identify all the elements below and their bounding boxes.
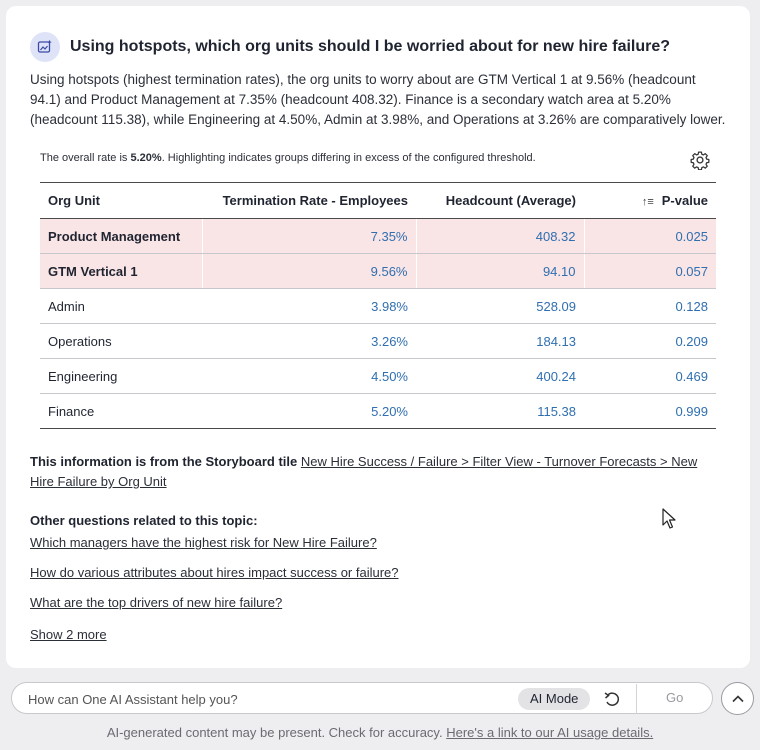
cell-rate: 5.20% xyxy=(202,394,416,429)
cell-pvalue: 0.128 xyxy=(584,289,716,324)
table-row[interactable] xyxy=(40,394,716,429)
table-row[interactable] xyxy=(40,359,716,394)
cell-rate: 9.56% xyxy=(202,254,416,289)
chevron-up-icon xyxy=(730,691,746,707)
cell-rate: 3.98% xyxy=(202,289,416,324)
related-question-link[interactable]: How do various attributes about hires impact success or failure? xyxy=(30,565,399,580)
cell-pvalue: 0.025 xyxy=(584,219,716,254)
footer-text: AI-generated content may be present. Check for accuracy. xyxy=(106,725,447,740)
source-prefix: This information is from the Storyboard tile xyxy=(30,454,301,469)
related-question-link[interactable]: What are the top drivers of new hire failure? xyxy=(30,595,283,610)
ai-mode-toggle[interactable]: AI Mode xyxy=(518,688,590,710)
cell-headcount: 184.13 xyxy=(416,324,584,359)
table-row[interactable] xyxy=(40,324,716,359)
header-headcount[interactable]: Headcount (Average) xyxy=(416,183,584,219)
header-p-value-label: P-value xyxy=(661,193,708,208)
ai-usage-link[interactable]: Here's a link to our AI usage details. xyxy=(446,725,654,740)
cell-pvalue: 0.209 xyxy=(584,324,716,359)
mouse-pointer-icon xyxy=(662,508,676,530)
header-termination-rate[interactable]: Termination Rate - Employees xyxy=(202,183,416,219)
source-note xyxy=(30,452,720,492)
cell-headcount: 94.10 xyxy=(416,254,584,289)
undo-icon[interactable] xyxy=(602,689,622,709)
input-divider xyxy=(636,684,637,714)
cell-pvalue: 0.057 xyxy=(584,254,716,289)
cell-pvalue: 0.999 xyxy=(584,394,716,429)
cell-pvalue: 0.469 xyxy=(584,359,716,394)
cell-rate: 7.35% xyxy=(202,219,416,254)
header-org-unit[interactable]: Org Unit xyxy=(40,183,202,219)
related-questions-heading: Other questions related to this topic: xyxy=(30,513,258,528)
cell-org: Engineering xyxy=(40,359,202,394)
cell-org: Admin xyxy=(40,289,202,324)
table-header-row xyxy=(40,183,716,219)
header-p-value[interactable] xyxy=(584,183,716,219)
cell-rate: 3.26% xyxy=(202,324,416,359)
footer-disclaimer xyxy=(0,725,760,740)
cell-org: Product Management xyxy=(40,219,202,254)
overall-suffix: . Highlighting indicates groups differing in excess of the configured threshold. xyxy=(161,152,536,164)
show-more-link[interactable]: Show 2 more xyxy=(30,627,107,642)
chat-input[interactable] xyxy=(28,689,508,709)
cell-org: Operations xyxy=(40,324,202,359)
overall-rate-note xyxy=(40,152,536,164)
cell-headcount: 400.24 xyxy=(416,359,584,394)
cell-org: GTM Vertical 1 xyxy=(40,254,202,289)
storyboard-tile-link[interactable]: New Hire Success / Failure > Filter View - Turnover Forecasts > New Hire Failure by Org Unit xyxy=(30,454,698,489)
answer-text: Using hotspots (highest termination rates), the org units to worry about are GTM Vertical 1 at 9.56% (headcount 94.1) and Product Management at 7.35% (headcount 408.32). Finance is a secondary watch area at 5.20% (headcount 115.38), while Engineering at 4.50%, Admin at 3.98%, and Operations at 3.26% are comparatively lower. xyxy=(30,72,726,127)
table-row[interactable] xyxy=(40,219,716,254)
sort-ascending-icon[interactable]: ↑≡ xyxy=(641,196,654,208)
question-title: Using hotspots, which org units should I be worried about for new hire failure? xyxy=(70,38,671,55)
cell-headcount: 115.38 xyxy=(416,394,584,429)
cell-rate: 4.50% xyxy=(202,359,416,394)
table-row[interactable] xyxy=(40,254,716,289)
related-question-link[interactable]: Which managers have the highest risk for New Hire Failure? xyxy=(30,535,377,550)
overall-rate: 5.20% xyxy=(130,152,162,164)
overall-prefix: The overall rate is xyxy=(40,152,131,164)
cell-org: Finance xyxy=(40,394,202,429)
cell-headcount: 528.09 xyxy=(416,289,584,324)
cell-headcount: 408.32 xyxy=(416,219,584,254)
chat-response-card xyxy=(6,6,750,668)
scroll-up-button[interactable] xyxy=(721,682,754,715)
question-row xyxy=(30,32,670,62)
chat-input-bar xyxy=(11,682,713,714)
go-button[interactable]: Go xyxy=(666,690,684,705)
gear-icon[interactable] xyxy=(690,150,710,170)
org-unit-table xyxy=(40,182,716,429)
table-row[interactable] xyxy=(40,289,716,324)
ai-sparkle-icon xyxy=(30,32,60,62)
